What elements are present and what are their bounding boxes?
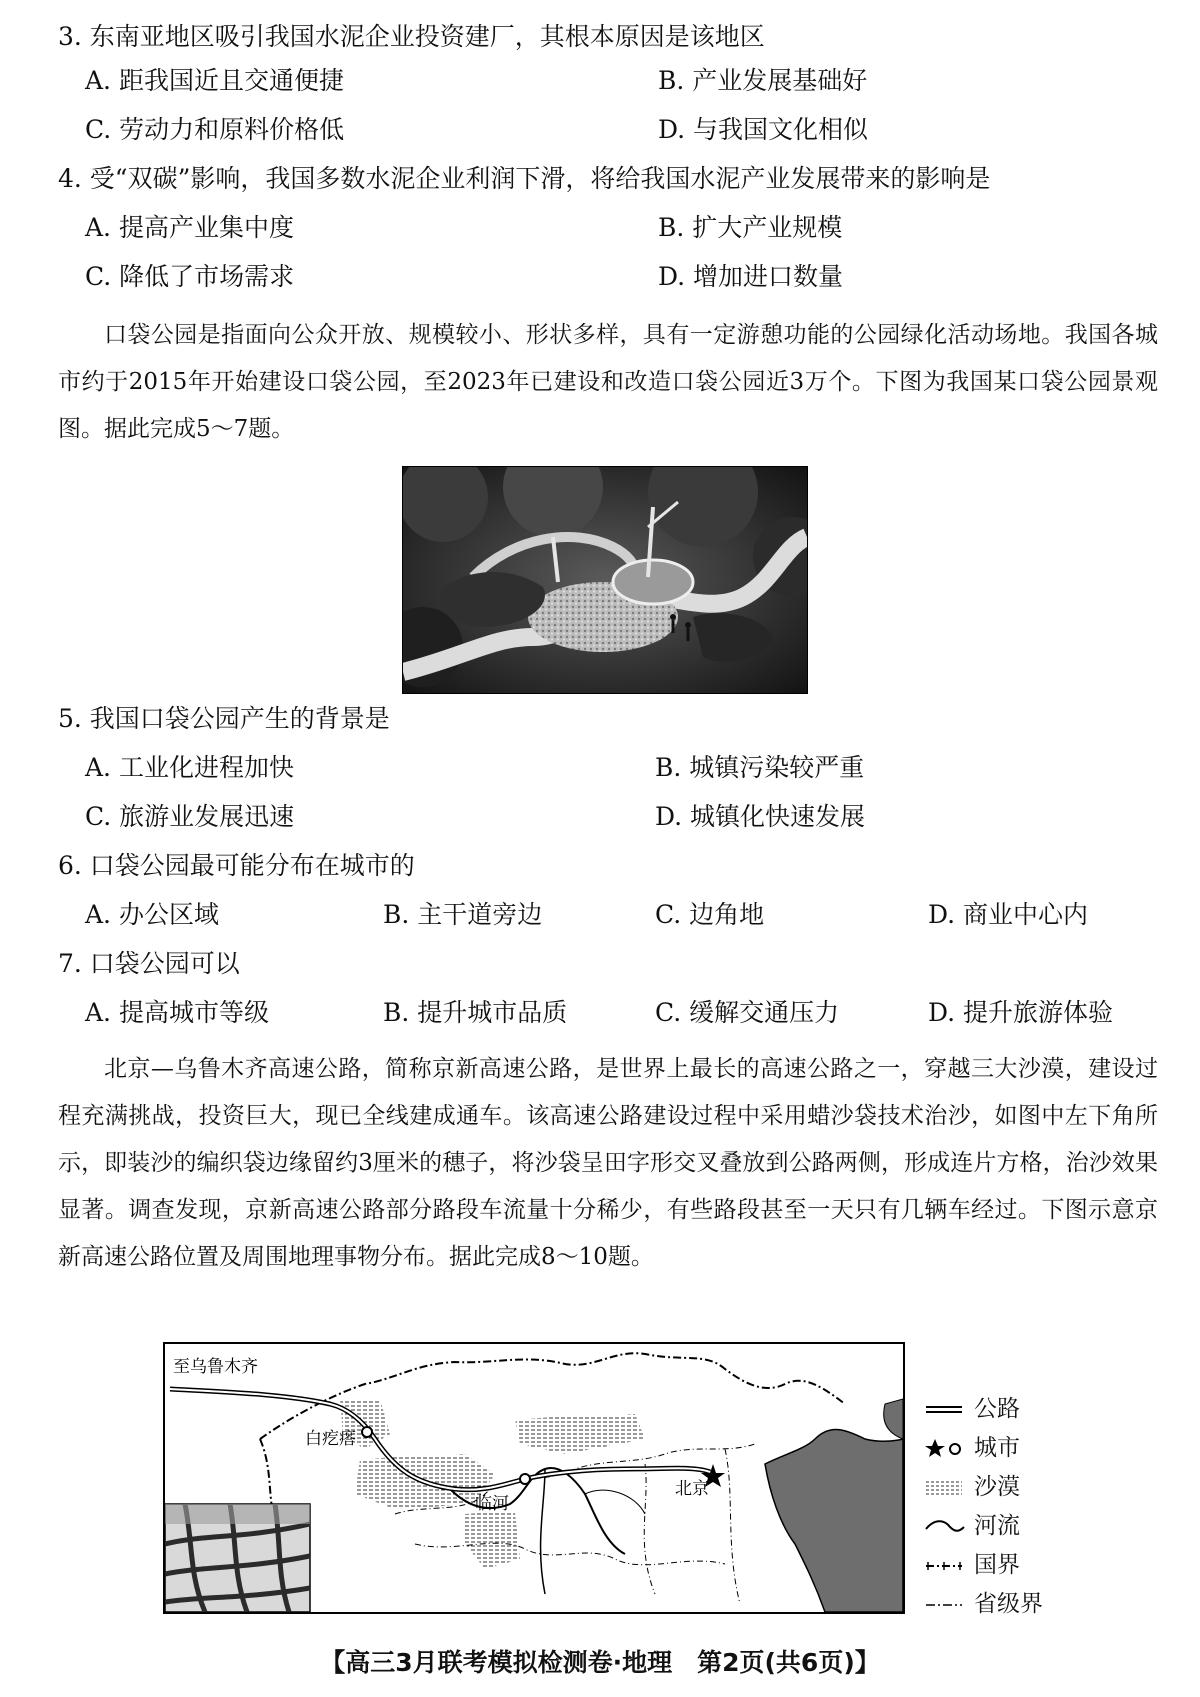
question-3-option-b: B. 产业发展基础好 <box>658 66 868 95</box>
passage-highway: 北京—乌鲁木齐高速公路，简称京新高速公路，是世界上最长的高速公路之一，穿越三大沙漠，建设过程充满挑战，投资巨大，现已全线建成通车。该高速公路建设过程中采用蜡沙袋技术治沙，如图中左下角所示，即装沙的编织袋边缘留约3厘米的穗子，将沙袋呈田字形交叉叠放到公路两侧，形成连片方格，治沙效果显著。调查发现，京新高速公路部分路段车流量十分稀少，有些路段甚至一天只有几辆车经过。下图示意京新高速公路位置及周围地理事物分布。据此完成8～10题。 <box>58 1056 1158 1270</box>
page-footer: 【高三3月联考模拟检测卷·地理 第2页(共6页)】 <box>320 1648 880 1677</box>
highway-map-drawing <box>165 1344 903 1612</box>
question-7-option-a: A. 提高城市等级 <box>85 998 269 1027</box>
question-4-option-c: C. 降低了市场需求 <box>85 262 295 291</box>
label-to-urumqi: 至乌鲁木齐 <box>173 1357 258 1377</box>
legend-river-label: 河流 <box>974 1513 1020 1539</box>
question-7-stem: 7. 口袋公园可以 <box>58 949 240 978</box>
legend-highway <box>922 1390 1122 1429</box>
question-7-option-d: D. 提升旅游体验 <box>928 998 1114 1027</box>
question-6-option-c: C. 边角地 <box>655 900 765 929</box>
legend-desert <box>922 1468 1122 1507</box>
question-5-option-b: B. 城镇污染较严重 <box>655 753 865 782</box>
passage-pocket-park: 口袋公园是指面向公众开放、规模较小、形状多样，具有一定游憩功能的公园绿化活动场地。我国各城市约于2015年开始建设口袋公园，至2023年已建设和改造口袋公园近3万个。下图为我国某口袋公园景观图。据此完成5～7题。 <box>58 322 1158 442</box>
legend-city-label: 城市 <box>974 1435 1020 1461</box>
legend-highway-label: 公路 <box>974 1396 1020 1422</box>
legend-city <box>922 1429 1122 1468</box>
question-4-option-b: B. 扩大产业规模 <box>658 213 843 242</box>
question-7-option-b: B. 提升城市品质 <box>383 998 568 1027</box>
question-5-option-d: D. 城镇化快速发展 <box>655 802 866 831</box>
question-6-stem: 6. 口袋公园最可能分布在城市的 <box>58 851 415 880</box>
legend-national-border-label: 国界 <box>974 1552 1020 1578</box>
map-legend <box>922 1390 1122 1624</box>
legend-provincial-border-label: 省级界 <box>974 1591 1043 1617</box>
legend-provincial-border <box>922 1585 1122 1624</box>
question-6-option-b: B. 主干道旁边 <box>383 900 543 929</box>
legend-river <box>922 1507 1122 1546</box>
pocket-park-photo <box>402 466 808 694</box>
city-symbol-icon <box>922 1437 966 1461</box>
question-5-option-a: A. 工业化进程加快 <box>85 753 294 782</box>
desert-symbol-icon <box>922 1476 966 1500</box>
national-border-symbol-icon <box>922 1554 966 1578</box>
question-3-option-c: C. 劳动力和原料价格低 <box>85 115 345 144</box>
question-6-option-a: A. 办公区域 <box>85 900 219 929</box>
question-5-stem: 5. 我国口袋公园产生的背景是 <box>58 704 390 733</box>
label-linhe: 临河 <box>475 1494 509 1514</box>
question-5-option-c: C. 旅游业发展迅速 <box>85 802 295 831</box>
question-7-option-c: C. 缓解交通压力 <box>655 998 840 1027</box>
label-beijing: 北京 <box>675 1479 709 1499</box>
river-symbol-icon <box>922 1515 966 1539</box>
question-4-option-d: D. 增加进口数量 <box>658 262 844 291</box>
question-3-option-a: A. 距我国近且交通便捷 <box>85 66 344 95</box>
highway-symbol-icon <box>922 1398 966 1422</box>
question-3-stem: 3. 东南亚地区吸引我国水泥企业投资建厂，其根本原因是该地区 <box>58 22 765 51</box>
legend-national-border <box>922 1546 1122 1585</box>
provincial-border-symbol-icon <box>922 1593 966 1617</box>
question-4-option-a: A. 提高产业集中度 <box>85 213 294 242</box>
question-6-option-d: D. 商业中心内 <box>928 900 1089 929</box>
label-baiyinchagan: 白疙瘩 <box>305 1429 356 1449</box>
question-4-stem: 4. 受“双碳”影响，我国多数水泥企业利润下滑，将给我国水泥产业发展带来的影响是 <box>58 164 991 193</box>
pocket-park-illustration <box>403 467 807 693</box>
legend-desert-label: 沙漠 <box>974 1474 1020 1500</box>
question-3-option-d: D. 与我国文化相似 <box>658 115 869 144</box>
highway-map <box>163 1342 905 1614</box>
